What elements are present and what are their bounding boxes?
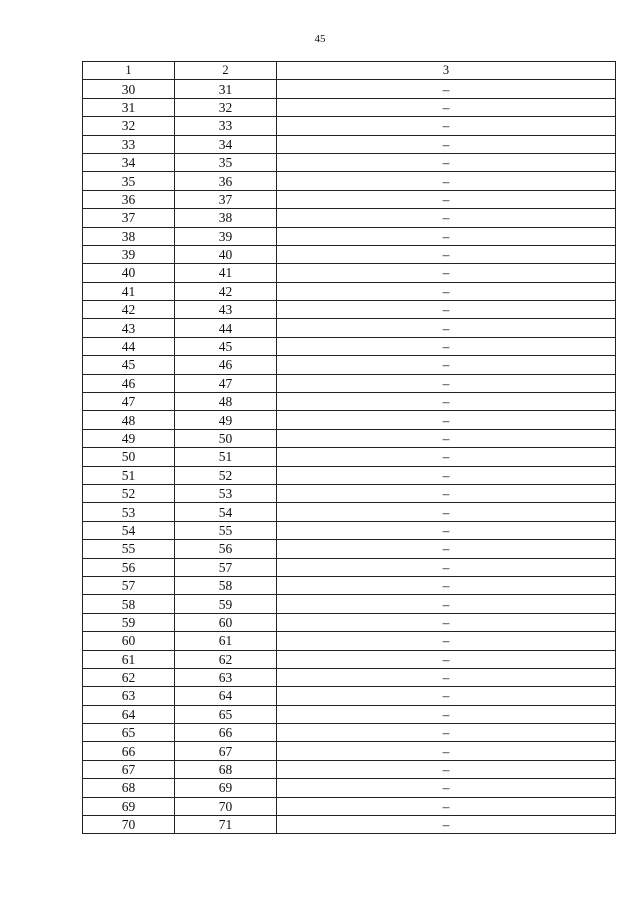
- table-cell-col1: 42: [83, 301, 175, 319]
- table-row: [83, 190, 616, 208]
- table-cell-col2: 71: [175, 816, 277, 834]
- table-cell-col2: 39: [175, 227, 277, 245]
- table-row: [83, 245, 616, 263]
- table-cell-col1: 43: [83, 319, 175, 337]
- table-cell-col3: –: [277, 816, 616, 834]
- table-row: [83, 356, 616, 374]
- table-cell-col2: 59: [175, 595, 277, 613]
- table-cell-col3: –: [277, 687, 616, 705]
- table-cell-col2: 36: [175, 172, 277, 190]
- table-cell-col1: 53: [83, 503, 175, 521]
- table-cell-col3: –: [277, 429, 616, 447]
- table-cell-col3: –: [277, 760, 616, 778]
- table-cell-col2: 37: [175, 190, 277, 208]
- table-cell-col2: 70: [175, 797, 277, 815]
- table-row: [83, 595, 616, 613]
- table-row: [83, 172, 616, 190]
- table-cell-col2: 65: [175, 705, 277, 723]
- table-row: [83, 632, 616, 650]
- table-row: [83, 135, 616, 153]
- table-row: [83, 301, 616, 319]
- data-table: [82, 61, 616, 834]
- table-cell-col1: 32: [83, 117, 175, 135]
- table-cell-col1: 67: [83, 760, 175, 778]
- table-cell-col3: –: [277, 319, 616, 337]
- table-cell-col2: 63: [175, 668, 277, 686]
- table-cell-col1: 36: [83, 190, 175, 208]
- table-row: [83, 779, 616, 797]
- table-cell-col3: –: [277, 650, 616, 668]
- table-row: [83, 521, 616, 539]
- table-cell-col3: –: [277, 558, 616, 576]
- table-row: [83, 282, 616, 300]
- table-cell-col2: 50: [175, 429, 277, 447]
- table-cell-col3: –: [277, 705, 616, 723]
- table-row: [83, 117, 616, 135]
- table-row: [83, 429, 616, 447]
- table-cell-col1: 39: [83, 245, 175, 263]
- table-row: [83, 760, 616, 778]
- table-cell-col3: –: [277, 448, 616, 466]
- table-cell-col3: –: [277, 301, 616, 319]
- table-cell-col2: 66: [175, 724, 277, 742]
- table-row: [83, 816, 616, 834]
- table-cell-col2: 44: [175, 319, 277, 337]
- table-cell-col3: –: [277, 98, 616, 116]
- table-cell-col3: –: [277, 393, 616, 411]
- table-cell-col3: –: [277, 484, 616, 502]
- table-cell-col1: 57: [83, 576, 175, 594]
- table-cell-col3: –: [277, 466, 616, 484]
- table-row: [83, 337, 616, 355]
- table-cell-col3: –: [277, 613, 616, 631]
- table-cell-col2: 51: [175, 448, 277, 466]
- table-cell-col1: 37: [83, 209, 175, 227]
- table-cell-col1: 55: [83, 540, 175, 558]
- table-cell-col2: 41: [175, 264, 277, 282]
- table-cell-col1: 30: [83, 80, 175, 98]
- table-cell-col2: 60: [175, 613, 277, 631]
- table-cell-col3: –: [277, 227, 616, 245]
- column-header-1: 1: [83, 62, 175, 80]
- table-cell-col1: 62: [83, 668, 175, 686]
- table-row: [83, 687, 616, 705]
- table-cell-col1: 68: [83, 779, 175, 797]
- table-cell-col1: 35: [83, 172, 175, 190]
- table-row: [83, 705, 616, 723]
- table-cell-col3: –: [277, 374, 616, 392]
- table-cell-col2: 43: [175, 301, 277, 319]
- table-row: [83, 484, 616, 502]
- table-cell-col1: 66: [83, 742, 175, 760]
- table-row: [83, 264, 616, 282]
- table-cell-col2: 42: [175, 282, 277, 300]
- table-cell-col2: 38: [175, 209, 277, 227]
- table-cell-col1: 59: [83, 613, 175, 631]
- table-cell-col2: 55: [175, 521, 277, 539]
- table-row: [83, 613, 616, 631]
- table-cell-col2: 32: [175, 98, 277, 116]
- table-cell-col3: –: [277, 135, 616, 153]
- table-cell-col3: –: [277, 724, 616, 742]
- table-cell-col2: 64: [175, 687, 277, 705]
- table-cell-col2: 52: [175, 466, 277, 484]
- table-cell-col2: 49: [175, 411, 277, 429]
- table-row: [83, 576, 616, 594]
- table-row: [83, 374, 616, 392]
- table-row: [83, 558, 616, 576]
- table-cell-col1: 33: [83, 135, 175, 153]
- table-cell-col1: 49: [83, 429, 175, 447]
- table-cell-col1: 51: [83, 466, 175, 484]
- table-cell-col2: 61: [175, 632, 277, 650]
- table-cell-col2: 57: [175, 558, 277, 576]
- table-cell-col3: –: [277, 153, 616, 171]
- table-cell-col2: 33: [175, 117, 277, 135]
- table-cell-col2: 54: [175, 503, 277, 521]
- table-cell-col2: 45: [175, 337, 277, 355]
- table-cell-col3: –: [277, 503, 616, 521]
- table-cell-col3: –: [277, 172, 616, 190]
- table-cell-col1: 48: [83, 411, 175, 429]
- table-cell-col3: –: [277, 356, 616, 374]
- table-cell-col1: 38: [83, 227, 175, 245]
- table-cell-col2: 69: [175, 779, 277, 797]
- table-cell-col1: 69: [83, 797, 175, 815]
- table-cell-col2: 34: [175, 135, 277, 153]
- table-row: [83, 466, 616, 484]
- table-row: [83, 80, 616, 98]
- table-row: [83, 742, 616, 760]
- table-cell-col2: 47: [175, 374, 277, 392]
- table-row: [83, 98, 616, 116]
- table-cell-col1: 45: [83, 356, 175, 374]
- table-cell-col3: –: [277, 282, 616, 300]
- table-row: [83, 319, 616, 337]
- table-cell-col2: 56: [175, 540, 277, 558]
- table-cell-col1: 54: [83, 521, 175, 539]
- table-cell-col2: 58: [175, 576, 277, 594]
- table-cell-col3: –: [277, 80, 616, 98]
- table-row: [83, 227, 616, 245]
- table-cell-col2: 46: [175, 356, 277, 374]
- table-row: [83, 668, 616, 686]
- table-cell-col3: –: [277, 779, 616, 797]
- table-cell-col2: 48: [175, 393, 277, 411]
- table-row: [83, 448, 616, 466]
- table-row: [83, 411, 616, 429]
- table-row: [83, 503, 616, 521]
- table-body: [83, 80, 616, 834]
- table-cell-col1: 56: [83, 558, 175, 576]
- table-cell-col1: 58: [83, 595, 175, 613]
- table-cell-col3: –: [277, 540, 616, 558]
- table-cell-col1: 44: [83, 337, 175, 355]
- table-cell-col3: –: [277, 742, 616, 760]
- table-cell-col3: –: [277, 521, 616, 539]
- table-cell-col2: 67: [175, 742, 277, 760]
- table-cell-col1: 70: [83, 816, 175, 834]
- table-cell-col3: –: [277, 264, 616, 282]
- table-cell-col1: 63: [83, 687, 175, 705]
- table-cell-col1: 47: [83, 393, 175, 411]
- table-cell-col1: 34: [83, 153, 175, 171]
- table-cell-col2: 40: [175, 245, 277, 263]
- table-row: [83, 153, 616, 171]
- table-cell-col2: 62: [175, 650, 277, 668]
- table-cell-col3: –: [277, 117, 616, 135]
- table-row: [83, 724, 616, 742]
- table-cell-col1: 31: [83, 98, 175, 116]
- table-cell-col2: 35: [175, 153, 277, 171]
- table-cell-col3: –: [277, 245, 616, 263]
- table-cell-col1: 65: [83, 724, 175, 742]
- table-cell-col3: –: [277, 190, 616, 208]
- table-cell-col1: 41: [83, 282, 175, 300]
- table-cell-col1: 52: [83, 484, 175, 502]
- table-cell-col2: 68: [175, 760, 277, 778]
- table-cell-col2: 31: [175, 80, 277, 98]
- table-row: [83, 650, 616, 668]
- table-row: [83, 209, 616, 227]
- table-row: [83, 393, 616, 411]
- table-cell-col1: 46: [83, 374, 175, 392]
- table-cell-col3: –: [277, 209, 616, 227]
- table-cell-col3: –: [277, 337, 616, 355]
- table-cell-col1: 50: [83, 448, 175, 466]
- page-number: 45: [314, 33, 326, 45]
- column-header-2: 2: [175, 62, 277, 80]
- table-cell-col2: 53: [175, 484, 277, 502]
- table-cell-col1: 64: [83, 705, 175, 723]
- table-cell-col3: –: [277, 595, 616, 613]
- table-cell-col3: –: [277, 576, 616, 594]
- table-header-row: [83, 62, 616, 80]
- table-cell-col3: –: [277, 632, 616, 650]
- table-cell-col3: –: [277, 411, 616, 429]
- table-cell-col3: –: [277, 797, 616, 815]
- column-header-3: 3: [277, 62, 616, 80]
- table-row: [83, 797, 616, 815]
- table-cell-col3: –: [277, 668, 616, 686]
- table-cell-col1: 60: [83, 632, 175, 650]
- table-row: [83, 540, 616, 558]
- table-cell-col1: 40: [83, 264, 175, 282]
- table-cell-col1: 61: [83, 650, 175, 668]
